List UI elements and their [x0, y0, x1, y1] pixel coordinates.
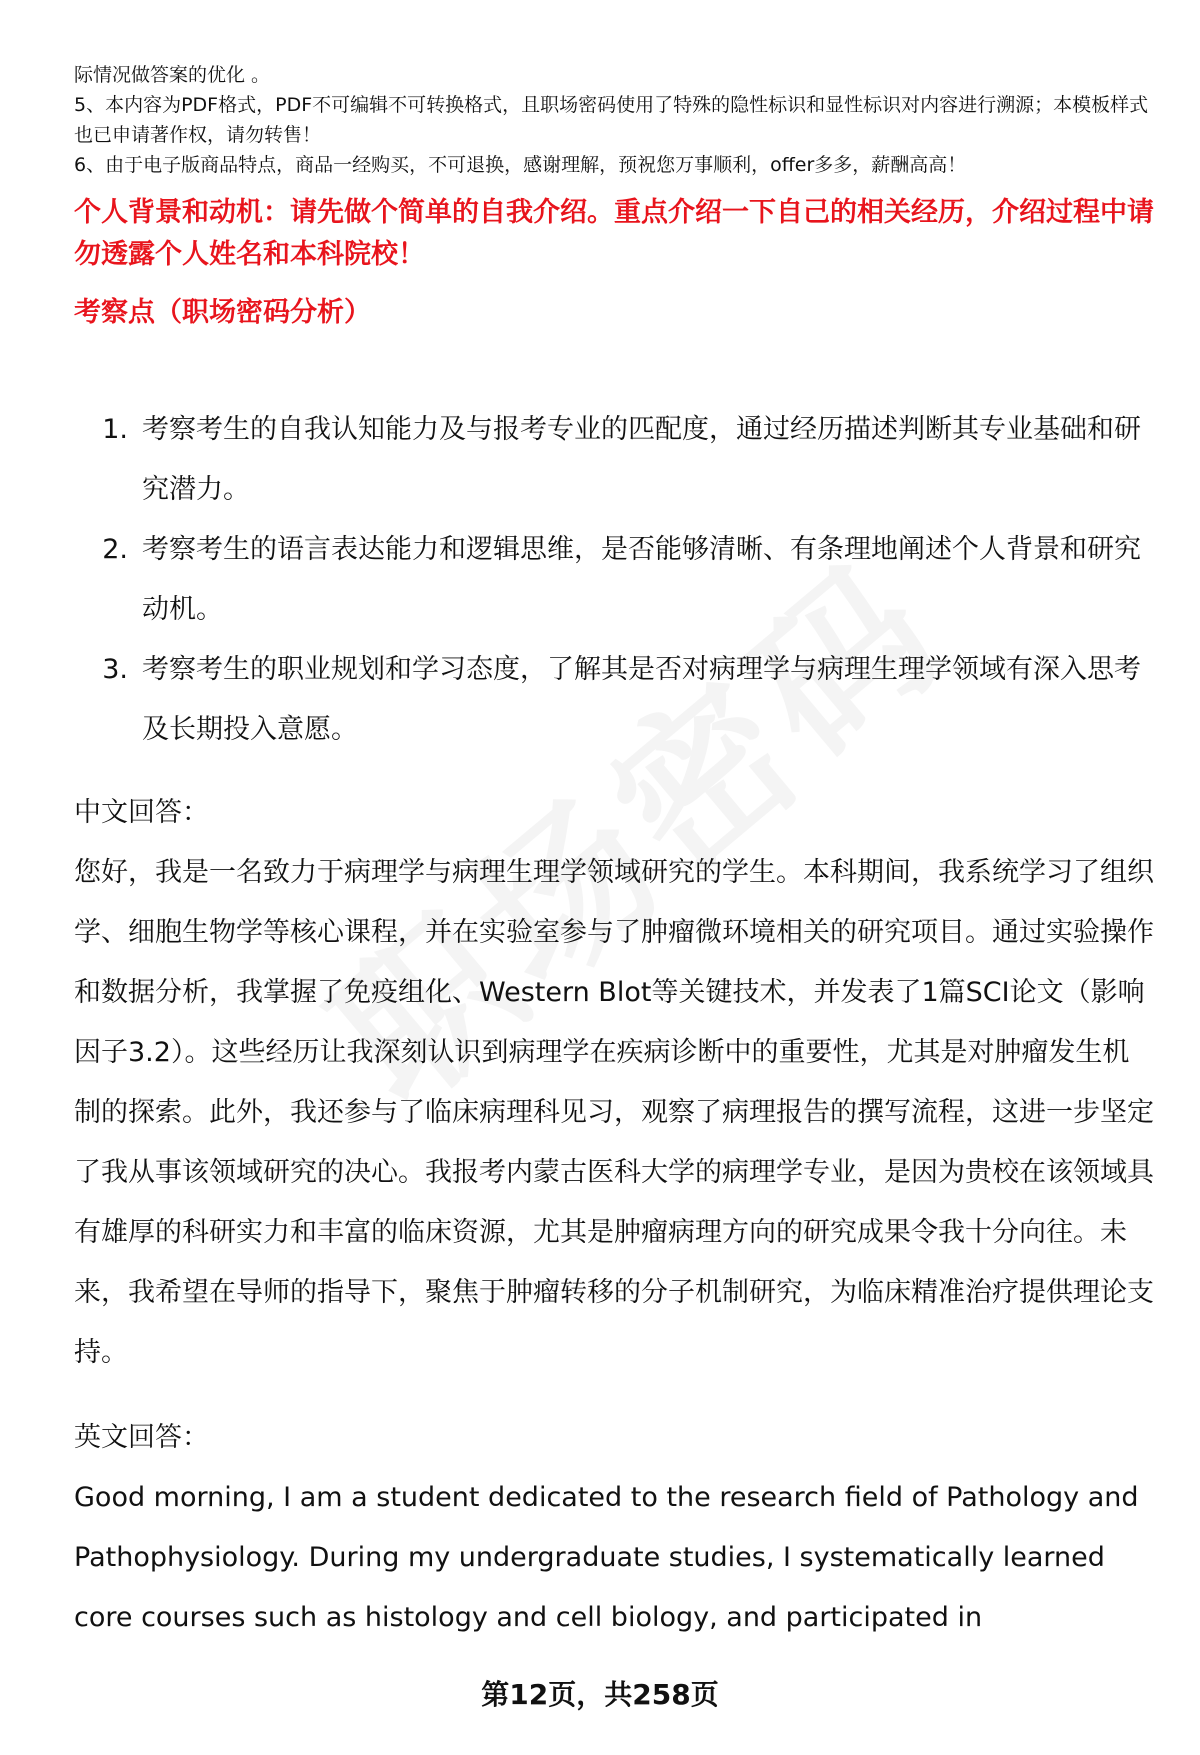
question-heading: 个人背景和动机：请先做个简单的自我介绍。重点介绍一下自己的相关经历，介绍过程中请勿透露个人姓名和本科院校！ — [74, 197, 1154, 270]
list-number: 3. — [102, 654, 128, 685]
chinese-answer-label: 中文回答： — [74, 797, 209, 828]
list-item — [74, 400, 1164, 520]
note-line: 5、本内容为PDF格式，PDF不可编辑不可转换格式，且职场密码使用了特殊的隐性标识和显性标识对内容进行溯源；本模板样式也已申请著作权，请勿转售！ — [74, 94, 1149, 146]
list-number: 2. — [102, 534, 128, 565]
list-item — [74, 640, 1164, 760]
list-text: 考察考生的职业规划和学习态度，了解其是否对病理学与病理生理学领域有深入思考及长期投入意愿。 — [142, 654, 1141, 745]
list-text: 考察考生的自我认知能力及与报考专业的匹配度，通过经历描述判断其专业基础和研究潜力。 — [142, 414, 1141, 505]
english-answer-label: 英文回答： — [74, 1422, 209, 1453]
points-list — [74, 400, 1164, 760]
list-number: 1. — [102, 414, 128, 445]
notes-block — [74, 60, 1164, 180]
page-footer: 第12页，共258页 — [481, 1678, 719, 1711]
points-heading: 考察点（职场密码分析） — [74, 297, 371, 328]
note-line: 6、由于电子版商品特点，商品一经购买，不可退换，感谢理解，预祝您万事顺利，offer多多，薪酬高高！ — [74, 154, 967, 176]
note-line: 际情况做答案的优化 。 — [74, 64, 271, 86]
english-answer: Good morning, I am a student dedicated to the research field of Pathology and Pathophysiology. During my undergraduate studies, I systematically learned core courses such as histology and cell biology, and participated in — [74, 1482, 1139, 1633]
list-item — [74, 520, 1164, 640]
list-text: 考察考生的语言表达能力和逻辑思维，是否能够清晰、有条理地阐述个人背景和研究动机。 — [142, 534, 1141, 625]
chinese-answer: 您好，我是一名致力于病理学与病理生理学领域研究的学生。本科期间，我系统学习了组织学、细胞生物学等核心课程，并在实验室参与了肿瘤微环境相关的研究项目。通过实验操作和数据分析，我掌握了免疫组化、Western Blot等关键技术，并发表了1篇SCI论文（影响因子3.2）。这些经历让我深刻认识到病理学在疾病诊断中的重要性，尤其是对肿瘤发生机制的探索。此外，我还参与了临床病理科见习，观察了病理报告的撰写流程，这进一步坚定了我从事该领域研究的决心。我报考内蒙古医科大学的病理学专业，是因为贵校在该领域具有雄厚的科研实力和丰富的临床资源，尤其是肿瘤病理方向的研究成果令我十分向往。未来，我希望在导师的指导下，聚焦于肿瘤转移的分子机制研究，为临床精准治疗提供理论支持。 — [74, 857, 1154, 1368]
